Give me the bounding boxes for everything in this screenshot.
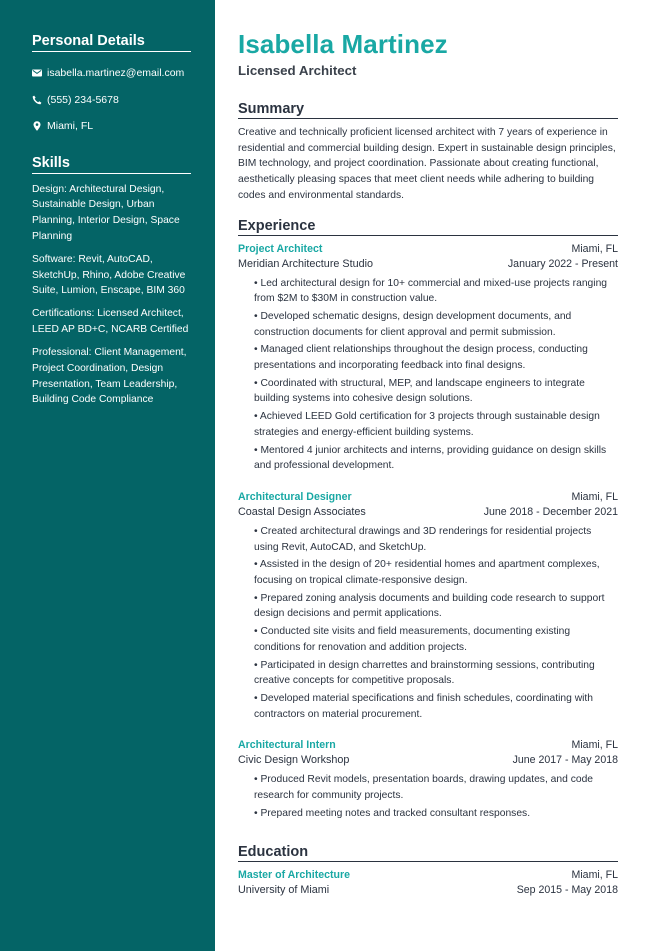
- skill-software: Software: Revit, AutoCAD, SketchUp, Rhino, Adobe Creative Suite, Lumion, Enscape, BIM 360: [32, 253, 186, 297]
- location-text: Miami, FL: [47, 120, 94, 133]
- email-contact: [32, 60, 191, 87]
- job-company: Civic Design Workshop: [238, 754, 350, 767]
- job-bullet: • Mentored 4 junior architects and interns, providing guidance on design skills and professional development.: [254, 444, 607, 472]
- job-dates: June 2017 - May 2018: [512, 754, 618, 767]
- degree: Master of Architecture: [238, 868, 351, 881]
- location-contact: [32, 113, 191, 140]
- education-entry: [238, 868, 618, 898]
- job-bullets: [238, 524, 618, 722]
- summary-heading: Summary: [238, 101, 618, 119]
- job-location: Miami, FL: [571, 490, 618, 503]
- skill-certifications: Certifications: Licensed Architect, LEED AP BD+C, NCARB Certified: [32, 308, 189, 336]
- summary-text: Creative and technically proficient licensed architect with 7 years of experience in residential and commercial building design. Expert in sustainable design principles, BIM technology, and project coordination. Passionate about creating functional, aesthetically pleasing spaces that meet client needs while adhering to building codes and environmental standards.: [238, 127, 616, 201]
- phone-icon: [32, 95, 42, 105]
- location-pin-icon: [32, 121, 42, 131]
- candidate-title: Licensed Architect: [238, 63, 357, 78]
- job-bullet: • Created architectural drawings and 3D renderings for residential projects using Revit, AutoCAD, and SketchUp.: [254, 525, 592, 553]
- job-entry: [238, 738, 618, 821]
- job-bullet: • Developed schematic designs, design development documents, and construction documents for client approval and permit submission.: [254, 310, 572, 338]
- job-role: Project Architect: [238, 242, 323, 255]
- job-location: Miami, FL: [571, 242, 618, 255]
- job-bullet: • Produced Revit models, presentation boards, drawing updates, and code research for community projects.: [254, 774, 594, 802]
- job-role: Architectural Intern: [238, 739, 336, 752]
- job-bullet: • Prepared meeting notes and tracked consultant responses.: [254, 807, 531, 819]
- education-heading: Education: [238, 844, 618, 862]
- job-bullet: • Developed material specifications and finish schedules, coordinating with contractors on material procurement.: [254, 692, 594, 720]
- job-company: Meridian Architecture Studio: [238, 257, 374, 270]
- skill-professional: Professional: Client Management, Project Coordination, Design Presentation, Team Leadership, Building Code Compliance: [32, 347, 187, 406]
- school: University of Miami: [238, 883, 330, 896]
- job-bullet: • Coordinated with structural, MEP, and landscape engineers to integrate building systems into cohesive design solutions.: [254, 377, 585, 405]
- sidebar: [0, 0, 215, 951]
- skill-design: Design: Architectural Design, Sustainable Design, Urban Planning, Interior Design, Space Planning: [32, 183, 180, 242]
- phone-contact: [32, 87, 191, 114]
- job-dates: June 2018 - December 2021: [483, 505, 618, 518]
- candidate-name: Isabella Martinez: [238, 29, 448, 59]
- job-company: Coastal Design Associates: [238, 505, 366, 518]
- job-dates: January 2022 - Present: [507, 257, 618, 270]
- job-bullet: • Assisted in the design of 20+ residential homes and apartment complexes, focusing on tropical climate-responsive design.: [254, 559, 600, 587]
- job-bullets: [238, 772, 618, 821]
- job-bullet: • Managed client relationships throughout the design process, conducting presentations and incorporating feedback into final designs.: [254, 344, 588, 372]
- job-bullet: • Led architectural design for 10+ commercial and mixed-use projects ranging from $2M to $30M in construction value.: [254, 277, 608, 305]
- job-bullet: • Conducted site visits and field measurements, documenting existing conditions for renovation and addition projects.: [254, 626, 571, 653]
- job-bullets: [238, 276, 618, 474]
- education-location: Miami, FL: [571, 868, 618, 881]
- job-bullet: • Prepared zoning analysis documents and building code research to support design decisions and permit applications.: [254, 592, 605, 620]
- experience-heading: Experience: [238, 218, 618, 236]
- personal-details-heading: Personal Details: [32, 33, 191, 52]
- email-text: isabella.martinez@email.com: [47, 67, 185, 80]
- job-entry: [238, 490, 618, 722]
- job-bullet: • Participated in design charrettes and brainstorming sessions, contributing creative concepts for competitive proposals.: [254, 659, 595, 687]
- education-dates: Sep 2015 - May 2018: [516, 883, 618, 896]
- phone-text: (555) 234-5678: [47, 93, 119, 106]
- job-role: Architectural Designer: [238, 490, 352, 503]
- job-entry: [238, 242, 618, 474]
- envelope-icon: [32, 68, 42, 78]
- job-bullet: • Achieved LEED Gold certification for 3 projects through sustainable design strategies and energy-efficient building systems.: [254, 411, 600, 438]
- job-location: Miami, FL: [571, 739, 618, 752]
- main-content: [238, 28, 618, 898]
- skills-heading: Skills: [32, 155, 191, 174]
